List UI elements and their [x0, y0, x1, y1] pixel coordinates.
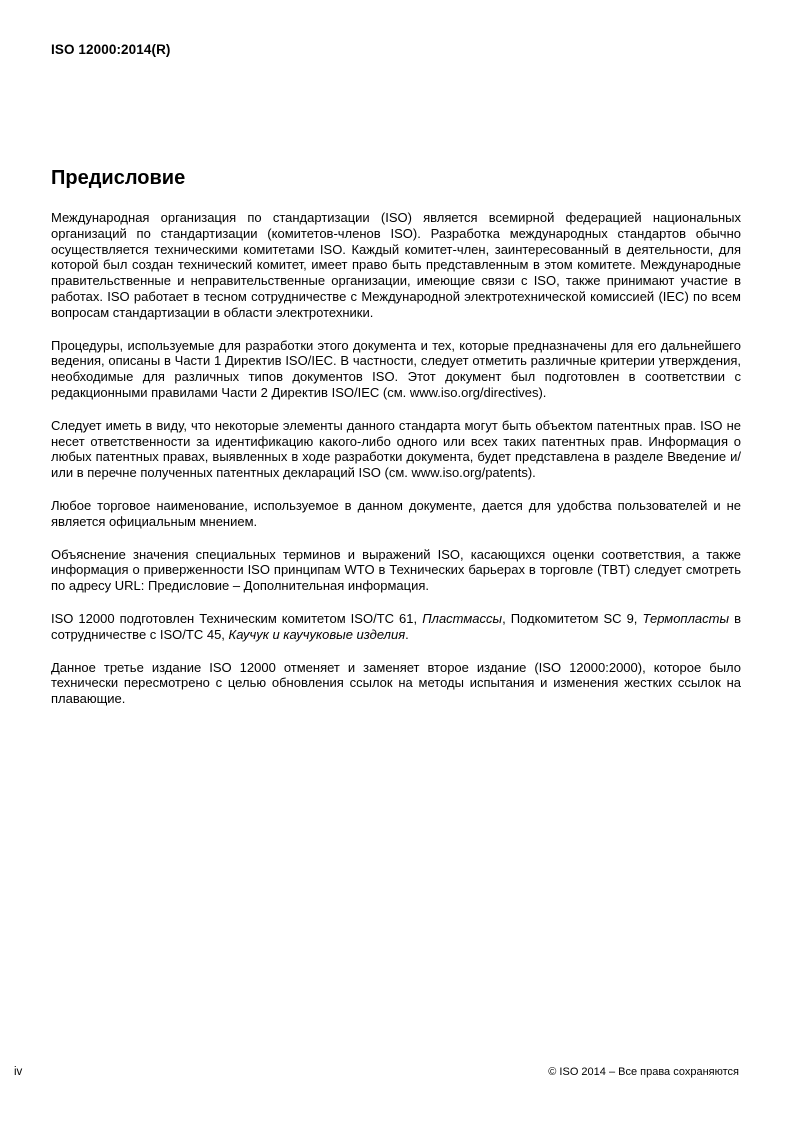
paragraph-patent-rights: Следует иметь в виду, что некоторые элементы данного стандарта могут быть объектом патентных прав. ISO не несет ответственности за идентификацию какого-либо одного или всех таких патентных прав. Информация о любых патентных правах, выявленных в ходе разработки документа, будет представлена в разделе Введение и/или в перечне полученных патентных деклараций ISO (см. www.iso.org/patents).: [51, 417, 741, 481]
paragraph-third-edition: Данное третье издание ISO 12000 отменяет и заменяет второе издание (ISO 12000:2000), которое было технически пересмотрено с целью обновления ссылок на методы испытания и изменения жестких ссылок на плавающие.: [51, 659, 741, 707]
paragraph-committee: [51, 611, 741, 643]
committee-text-2: , Подкомитетом SC 9,: [502, 610, 643, 626]
committee-text-1: ISO 12000 подготовлен Техническим комитетом ISO/TC 61,: [51, 610, 423, 626]
paragraph-wto-tbt: Объяснение значения специальных терминов и выражений ISO, касающихся оценки соответствия, а также информация о приверженности ISO принципам WTO в Технических барьерах в торговле (TBT) следует смотреть по адресу URL: Предисловие – Дополнительная информация.: [51, 546, 741, 594]
committee-plastics-italic: Пластмассы: [422, 610, 503, 626]
committee-text-4: .: [405, 626, 409, 642]
foreword-section: [51, 167, 741, 724]
committee-thermoplastics-italic: Термопласты: [642, 610, 730, 626]
copyright-notice: © ISO 2014 – Все права сохраняются: [548, 1066, 739, 1078]
document-number: ISO 12000:2014(R): [51, 42, 171, 57]
committee-text-3: в сотрудничестве с ISO/TC 45,: [51, 610, 741, 642]
paragraph-iso-federation: Международная организация по стандартизации (ISO) является всемирной федерацией национальных организаций по стандартизации (комитетов-членов ISO). Разработка международных стандартов обычно осуществляется техническими комитетами ISO. Каждый комитет-член, заинтересованный в деятельности, для которой был создан технический комитет, имеет право быть представленным в этом комитете. Международные правительственные и неправительственные организации, имеющие связи с ISO, также принимают участие в работах. ISO работает в тесном сотрудничестве с Международной электротехнической комиссией (IEC) по всем вопросам стандартизации в области электротехники.: [51, 210, 741, 320]
page-title: Предисловие: [51, 167, 186, 189]
committee-rubber-italic: Каучук и каучуковые изделия: [228, 626, 406, 642]
paragraph-trade-name: Любое торговое наименование, используемое в данном документе, дается для удобства пользователей и не является официальным мнением.: [51, 497, 741, 529]
page-number: iv: [14, 1066, 23, 1078]
paragraph-procedures: Процедуры, используемые для разработки этого документа и тех, которые предназначены для его дальнейшего ведения, описаны в Части 1 Директив ISO/IEC. В частности, следует отметить различные критерии утверждения, необходимые для различных типов документов ISO. Этот документ был подготовлен в соответствии с редакционными правилами Части 2 Директив ISO/IEC (см. www.iso.org/directives).: [51, 337, 741, 400]
